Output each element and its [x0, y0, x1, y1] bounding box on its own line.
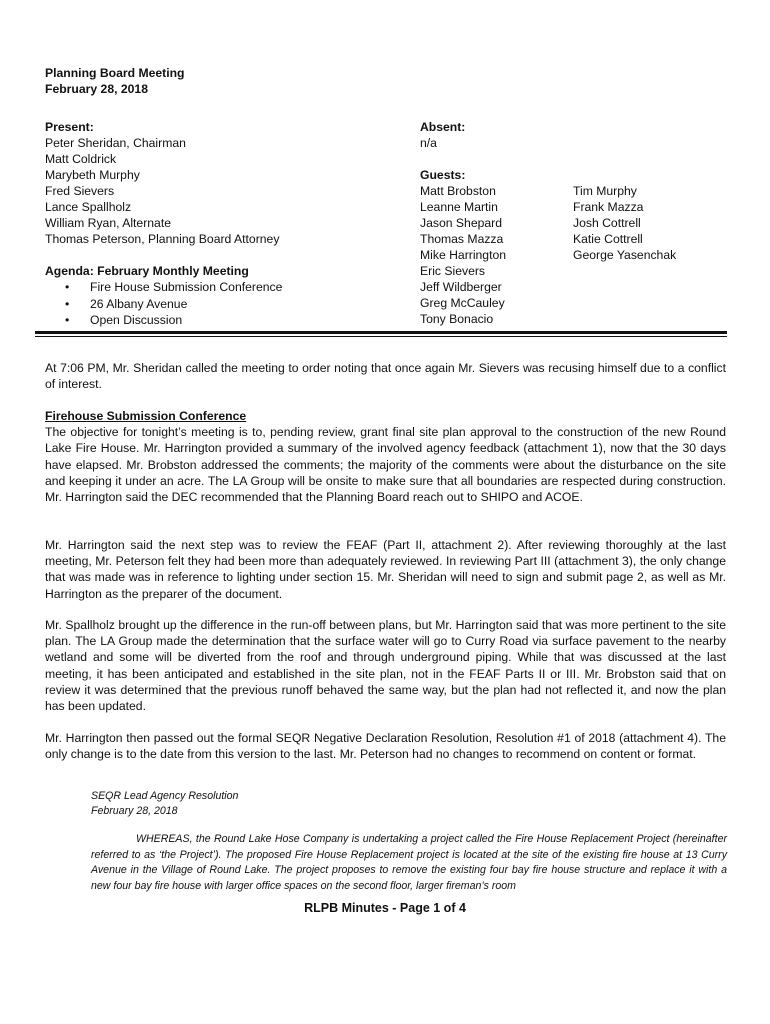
guest-name: Matt Brobston [420, 184, 496, 198]
guest-name: Jeff Wildberger [420, 280, 502, 294]
present-member: Marybeth Murphy [45, 168, 140, 182]
guest-name: Mike Harrington [420, 248, 507, 262]
page-footer: RLPB Minutes - Page 1 of 4 [304, 901, 466, 915]
present-section [45, 119, 279, 247]
resolution-title: SEQR Lead Agency Resolution [91, 790, 239, 802]
absent-heading: Absent: [420, 120, 466, 134]
guest-name: Josh Cottrell [573, 216, 641, 230]
agenda-item [45, 279, 282, 296]
guest-name: George Yasenchak [573, 248, 677, 262]
bullet-icon: • [65, 296, 70, 311]
resolution-date: February 28, 2018 [91, 805, 178, 817]
divider-thick [35, 331, 727, 334]
paragraph-1: The objective for tonight’s meeting is to, pending review, grant final site plan approval to the construction of the new Round Lake Fire House. Mr. Harrington provided a summary of the involved agency feedback (attachment 1), now that the 30 days have elapsed. Mr. Brobston addressed the comments; the majority of the comments were about the disturbance on the site and keeping it under an acre. The LA Group will be onsite to make sure that all boundaries are respected during construction. Mr. Harrington said the DEC recommended that the Planning Board reach out to SHIPO and ACOE. [45, 425, 726, 505]
agenda-item-label: 26 Albany Avenue [90, 296, 188, 311]
agenda-item-label: Fire House Submission Conference [90, 280, 283, 294]
present-member: Thomas Peterson, Planning Board Attorney [45, 232, 280, 246]
section-heading: Firehouse Submission Conference [45, 409, 247, 423]
absent-value: n/a [420, 136, 437, 150]
present-member: Fred Sievers [45, 184, 115, 198]
agenda-list [45, 279, 282, 329]
guest-name: Katie Cottrell [573, 232, 643, 246]
resolution-whereas: WHEREAS, the Round Lake Hose Company is undertaking a project called the Fire House Replacement Project (hereinafter referred to as ‘the Project’). The proposed Fire House Replacement project is located at the site of the existing fire house at 13 Curry Avenue in the Village of Round Lake. The project proposes to remove the existing four bay fire house structure and replace it with a new four bay fire house with larger office spaces on the second floor, larger fireman’s room [91, 833, 727, 892]
guest-name: Jason Shepard [420, 216, 502, 230]
guest-name: Eric Sievers [420, 264, 486, 278]
present-heading: Present: [45, 120, 94, 134]
meeting-date: February 28, 2018 [45, 82, 148, 96]
agenda-item-label: Open Discussion [90, 313, 183, 327]
agenda-item [45, 296, 282, 313]
firehouse-section [45, 408, 726, 505]
agenda-heading: Agenda: February Monthly Meeting [45, 264, 249, 278]
present-member: Lance Spallholz [45, 200, 132, 214]
intro-paragraph: At 7:06 PM, Mr. Sheridan called the meeting to order noting that once again Mr. Sievers was recusing himself due to a conflict of interest. [45, 361, 726, 392]
present-member: William Ryan, Alternate [45, 216, 171, 230]
paragraph-2: Mr. Harrington said the next step was to review the FEAF (Part II, attachment 2). After reviewing thoroughly at the last meeting, Mr. Peterson felt they had been more than adequately reviewed. In reviewing Part III (attachment 3), the only change that was made was in reference to lighting under section 15. Mr. Sheridan will need to sign and submit page 2, as well as Mr. Harrington as the preparer of the document. [45, 538, 726, 601]
present-member: Matt Coldrick [45, 152, 117, 166]
guests-section [420, 167, 506, 327]
guests-column-2 [573, 183, 676, 263]
divider-thin [35, 336, 727, 337]
guest-name: Tony Bonacio [420, 312, 494, 326]
guest-name: Greg McCauley [420, 296, 505, 310]
bullet-icon: • [65, 313, 70, 327]
guest-name: Leanne Martin [420, 200, 498, 214]
present-member: Peter Sheridan, Chairman [45, 136, 186, 150]
agenda-item [45, 312, 282, 329]
bullet-icon: • [65, 280, 70, 294]
guest-name: Tim Murphy [573, 184, 637, 198]
absent-section [420, 119, 465, 151]
guest-name: Thomas Mazza [420, 232, 504, 246]
meeting-title: Planning Board Meeting [45, 66, 185, 80]
paragraph-4: Mr. Harrington then passed out the formal SEQR Negative Declaration Resolution, Resolution #1 of 2018 (attachment 4). The only change is to the date from this version to the last. Mr. Peterson had no changes to recommend on content or format. [45, 731, 726, 762]
guests-heading: Guests: [420, 168, 466, 182]
paragraph-3: Mr. Spallholz brought up the difference in the run-off between plans, but Mr. Harrington said that was more pertinent to the site plan. The LA Group made the determination that the surface water will go to Curry Road via surface pavement to the nearby wetland and some will be diverted from the roof and through underground piping. While that was discussed at the last meeting, it has been anticipated and established in the site plan, not in the FEAF Parts II or III. Mr. Brobston said that on review it was determined that the previous runoff behaved the same way, but the plan had not reflected it, and now the plan has been updated. [45, 618, 726, 714]
guest-name: Frank Mazza [573, 200, 644, 214]
